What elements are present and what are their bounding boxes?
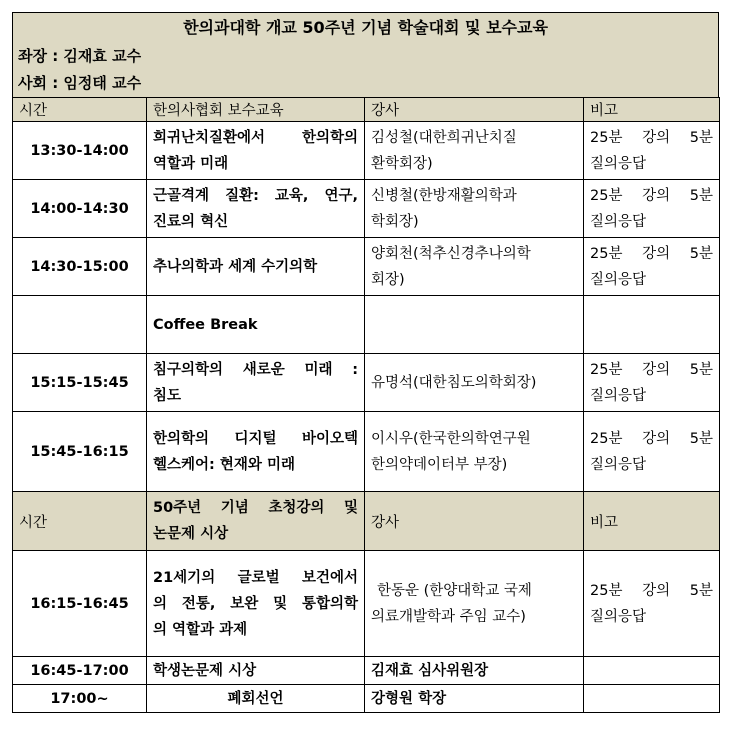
session-topic: 학생논문제 시상 <box>147 657 365 685</box>
session-time <box>13 296 147 354</box>
session-time: 16:15-16:45 <box>13 551 147 657</box>
session-speaker: 양회천(척추신경추나의학 회장) <box>365 238 584 296</box>
session-time: 14:30-15:00 <box>13 238 147 296</box>
session-note <box>584 685 720 713</box>
chair-line: 좌장 : 김재효 교수 <box>12 43 719 70</box>
table-row <box>13 412 720 492</box>
table-row <box>13 180 720 238</box>
session-topic: 폐회선언 <box>147 685 365 713</box>
session-topic: 추나의학과 세계 수기의학 <box>147 238 365 296</box>
table-row <box>13 122 720 180</box>
table-row <box>13 551 720 657</box>
header2-note: 비고 <box>584 492 720 551</box>
schedule-table <box>12 97 720 713</box>
session-note: 25분 강의 5분 질의응답 <box>584 412 720 492</box>
session-topic: 희귀난치질환에서 한의학의 역할과 미래 <box>147 122 365 180</box>
column-header-row-2 <box>13 492 720 551</box>
session-note: 25분 강의 5분 질의응답 <box>584 551 720 657</box>
session-note: 25분 강의 5분 질의응답 <box>584 238 720 296</box>
session-speaker: 유명석(대한침도의학회장) <box>365 354 584 412</box>
session-speaker: 한동운 (한양대학교 국제 의료개발학과 주임 교수) <box>365 551 584 657</box>
session-speaker: 신병철(한방재활의학과 학회장) <box>365 180 584 238</box>
session-time: 14:00-14:30 <box>13 180 147 238</box>
session-topic: 침구의학의 새로운 미래 : 침도 <box>147 354 365 412</box>
session-time: 15:15-15:45 <box>13 354 147 412</box>
header-time: 시간 <box>13 98 147 122</box>
session-note: 25분 강의 5분 질의응답 <box>584 354 720 412</box>
session-topic: Coffee Break <box>147 296 365 354</box>
header2-topic: 50주년 기념 초청강의 및 논문제 시상 <box>147 492 365 551</box>
header-topic: 한의사협회 보수교육 <box>147 98 365 122</box>
session-topic: 근골격계 질환: 교육, 연구, 진료의 혁신 <box>147 180 365 238</box>
session-time: 13:30-14:00 <box>13 122 147 180</box>
session-note: 25분 강의 5분 질의응답 <box>584 180 720 238</box>
session-speaker: 김성철(대한희귀난치질 환학회장) <box>365 122 584 180</box>
session-speaker <box>365 296 584 354</box>
table-row <box>13 685 720 713</box>
session-topic: 한의학의 디지털 바이오텍 헬스케어: 현재와 미래 <box>147 412 365 492</box>
session-time: 15:45-16:15 <box>13 412 147 492</box>
session-note <box>584 657 720 685</box>
header2-speaker: 강사 <box>365 492 584 551</box>
table-row <box>13 657 720 685</box>
session-topic: 21세기의 글로벌 보건에서 의 전통, 보완 및 통합의학 의 역할과 과제 <box>147 551 365 657</box>
table-row <box>13 238 720 296</box>
session-note: 25분 강의 5분 질의응답 <box>584 122 720 180</box>
moderator-line: 사회 : 임정태 교수 <box>12 70 719 98</box>
program-title: 한의과대학 개교 50주년 기념 학술대회 및 보수교육 <box>12 12 719 43</box>
program-page <box>12 12 719 713</box>
session-time: 16:45-17:00 <box>13 657 147 685</box>
session-speaker: 김재효 심사위원장 <box>365 657 584 685</box>
header2-time: 시간 <box>13 492 147 551</box>
session-speaker: 이시우(한국한의학연구원 한의약데이터부 부장) <box>365 412 584 492</box>
header-speaker: 강사 <box>365 98 584 122</box>
header-note: 비고 <box>584 98 720 122</box>
table-row <box>13 296 720 354</box>
session-note <box>584 296 720 354</box>
table-row <box>13 354 720 412</box>
session-speaker: 강형원 학장 <box>365 685 584 713</box>
column-header-row <box>13 98 720 122</box>
session-time: 17:00~ <box>13 685 147 713</box>
